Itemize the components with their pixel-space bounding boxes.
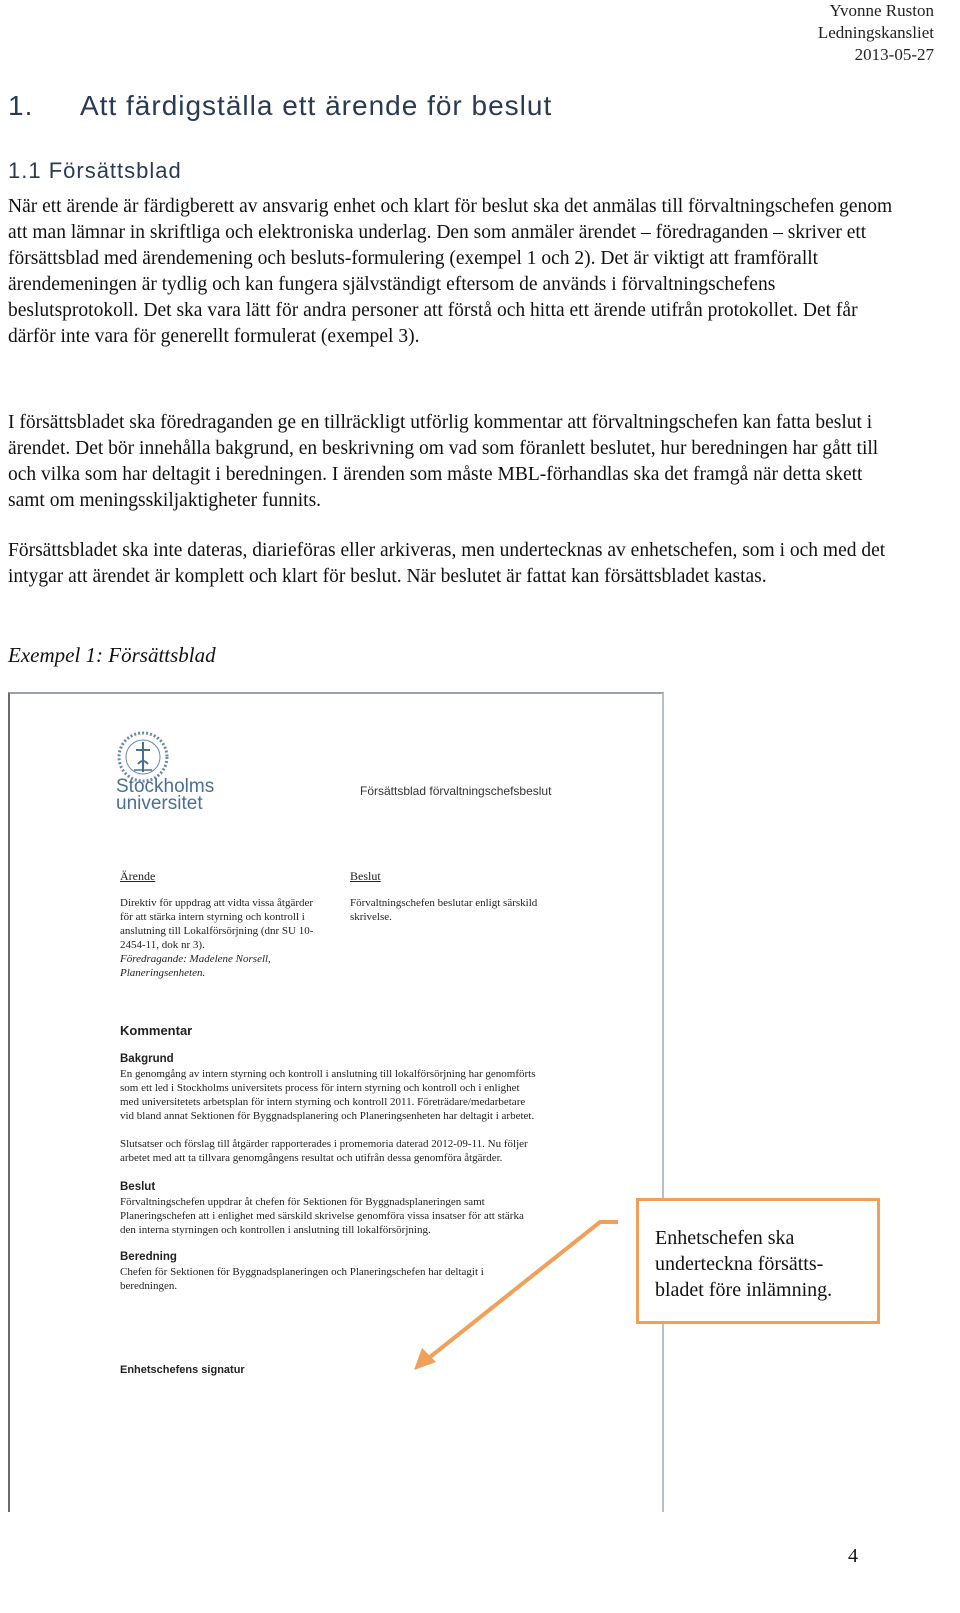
heading-1-number: 1. (8, 90, 34, 121)
callout-box (636, 1198, 880, 1324)
doc-line: anslutning till Lokalförsörjning (dnr SU 10- (120, 925, 314, 937)
doc-line: som ett led i Stockholms universitets process för intern styrning och kontroll och i enlighet (120, 1082, 520, 1094)
logo-line-2: universitet (116, 793, 203, 814)
doc-line: 2454-11, dok nr 3). (120, 939, 205, 951)
callout-line: bladet före inlämning. (655, 1279, 833, 1301)
callout-line: underteckna försätts- (655, 1253, 824, 1275)
doc-line: Direktiv för uppdrag att vidta vissa åtgärder (120, 897, 314, 909)
paragraph-3: Försättsbladet ska inte dateras, diarieföras eller arkiveras, men undertecknas av enhetschefen, som i och med det intygar att ärendet är komplett och klart för beslut. När beslutet är fattat kan försättsbladet kastas. (8, 540, 886, 587)
doc-slutsatser-text (120, 1137, 528, 1165)
doc-beredning-heading: Beredning (120, 1251, 177, 1263)
doc-line: arbetet med att ta tillvara genomgångens resultat och utifrån dessa genomföra åtgärder. (120, 1152, 503, 1164)
header-author: Yvonne Ruston (829, 1, 934, 20)
doc-beslut-heading: Beslut (350, 869, 381, 883)
header-date: 2013-05-27 (854, 45, 934, 64)
doc-fade (10, 1482, 662, 1512)
doc-line: med universitetets arbetsplan för intern styrning och kontroll 2011. Företrädare/medarbetare (120, 1096, 526, 1108)
doc-bakgrund-heading: Bakgrund (120, 1053, 174, 1065)
heading-1-text: Att färdigställa ett ärende för beslut (80, 90, 553, 121)
doc-kommentar-heading: Kommentar (120, 1023, 193, 1038)
doc-arende-heading: Ärende (120, 869, 156, 883)
heading-1 (8, 90, 552, 122)
doc-arende-text (120, 896, 313, 980)
doc-beslut-text (350, 896, 537, 924)
paragraph-2: I försättsbladet ska föredraganden ge en tillräckligt utförlig kommentar att förvaltningschefen kan fatta beslut i ärendet. Det bör innehålla bakgrund, en beskrivning om vad som föranlett beslutet, hur beredningen har gått till och vilka som har deltagit i beredningen. I ärenden som måste MBL-förhandlas ska det framgå när detta skett samt om meningsskiljaktigheter funnits. (8, 412, 879, 511)
doc-line: Chefen för Sektionen för Byggnadsplaneringen och Planeringschefen har deltagit i (120, 1266, 484, 1278)
doc-line: Förvaltningschefen beslutar enligt särskild (350, 897, 538, 909)
logo-line-1: Stockholms (116, 776, 215, 797)
doc-line: för att stärka intern styrning och kontroll i (120, 911, 305, 923)
heading-2: 1.1 Försättsblad (8, 158, 182, 183)
page-number: 4 (848, 1545, 858, 1567)
doc-line: Slutsatser och förslag till åtgärder rapporterades i promemoria daterad 2012-09-11. Nu följer (120, 1138, 528, 1150)
paragraph-1: När ett ärende är färdigberett av ansvarig enhet och klart för beslut ska det anmälas till förvaltningschefen genom att man lämnar in skriftliga och elektroniska underlag. Den som anmäler ärendet – föredraganden – skriver ett försättsblad med ärendemening och besluts-formulering (exempel 1 och 2). Det är viktigt att framförallt ärendemeningen är tydlig och kan fungera självständigt eftersom de används i förvaltningschefens beslutsprotokoll. Det ska vara lätt för andra personer att förstå och hitta ett ärende utifrån protokollet. Det får därför inte vara för generellt formulerat (exempel 3). (8, 196, 893, 347)
callout-arrow-icon (400, 1210, 640, 1380)
example-caption: Exempel 1: Försättsblad (8, 643, 216, 667)
callout-line: Enhetschefen ska (655, 1227, 795, 1249)
doc-line: vid bland annat Sektionen för Byggnadsplanering och Planeringsenheten har deltagit i arbetet. (120, 1110, 535, 1122)
doc-signature-label: Enhetschefens signatur (120, 1364, 245, 1376)
doc-bakgrund-text (120, 1067, 536, 1123)
doc-line: En genomgång av intern styrning och kontroll i anslutning till lokalförsörjning har genomförts (120, 1068, 536, 1080)
doc-line: den interna styrningen och kontrollen i anslutning till lokalförsörjning. (120, 1224, 431, 1236)
doc-beslut2-heading: Beslut (120, 1181, 156, 1193)
doc-line: skrivelse. (350, 911, 392, 923)
doc-line: Förvaltningschefen uppdrar åt chefen för Sektionen för Byggnadsplaneringen samt (120, 1196, 485, 1208)
header-department: Ledningskansliet (817, 23, 934, 42)
doc-title: Försättsblad förvaltningschefsbeslut (360, 784, 552, 798)
doc-line: Planeringsenheten. (120, 967, 206, 979)
doc-line: beredningen. (120, 1280, 178, 1292)
page-header (818, 0, 934, 66)
doc-line: Planeringschefen att i enlighet med särskild skrivelse genomföra vissa insatser för att stärka (120, 1210, 524, 1222)
doc-line: Föredragande: Madelene Norsell, (120, 953, 271, 965)
example-document-image (8, 692, 664, 1512)
